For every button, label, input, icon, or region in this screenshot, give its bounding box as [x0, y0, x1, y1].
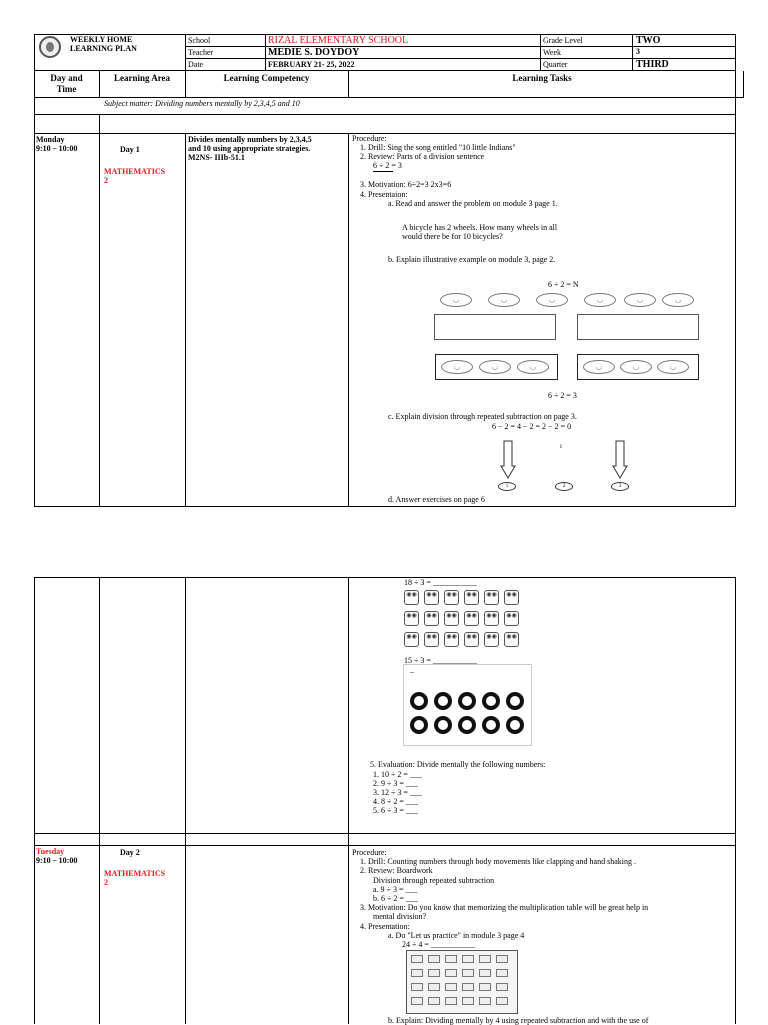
- owl-icon: [424, 590, 439, 605]
- cup-icon: [445, 997, 457, 1005]
- competency-line-2: and 10 using appropriate strategies.: [188, 144, 311, 153]
- cup-icon: [445, 969, 457, 977]
- tuesday-task: 4. Presentation:: [360, 922, 410, 931]
- owl-icon: [504, 632, 519, 647]
- smiley-face-icon: [624, 293, 656, 307]
- exercise-1: 18 ÷ 3 = ___________: [404, 578, 477, 587]
- tuesday-task: 2. Review: Boardwork: [360, 866, 433, 875]
- owl-icon: [464, 590, 479, 605]
- evaluation-item: 4. 8 ÷ 2 = ___: [373, 797, 418, 806]
- monday-task: b. Explain illustrative example on module 3, page 2.: [388, 255, 556, 264]
- tuesday-task: 1. Drill: Counting numbers through body movements like clapping and hand shaking .: [360, 857, 636, 866]
- smiley-face-icon: [583, 360, 615, 374]
- evaluation-item: 3. 12 ÷ 3 = ___: [373, 788, 422, 797]
- monday-task: 4. Presentaion:: [360, 190, 408, 199]
- owl-icon: [444, 590, 459, 605]
- monday-day-number: Day 1: [120, 145, 140, 154]
- owl-icon: [464, 611, 479, 626]
- col-day-time-1: Day and: [50, 73, 83, 83]
- cup-icon: [479, 997, 491, 1005]
- owl-icon: [444, 611, 459, 626]
- col-day-time-2: Time: [56, 84, 77, 94]
- exercise-2: 15 ÷ 3 = ___________: [404, 656, 477, 665]
- cup-icon: [428, 983, 440, 991]
- owl-icon: [504, 611, 519, 626]
- owl-icon: [484, 632, 499, 647]
- tuesday-task: a. Do "Let us practice" in module 3 page 4: [388, 931, 525, 940]
- lion-icon: [458, 692, 476, 712]
- lion-icon: [482, 692, 500, 712]
- school-label: School: [188, 36, 211, 45]
- competency-line-3: M2NS- IIIb-51.1: [188, 153, 245, 162]
- cup-icon: [411, 969, 423, 977]
- monday-day: Monday: [36, 135, 65, 144]
- monday-task: a. Read and answer the problem on module 3 page 1.: [388, 199, 558, 208]
- school-value: RIZAL ELEMENTARY SCHOOL: [268, 35, 409, 46]
- competency-line-1: Divides mentally numbers by 2,3,4,5: [188, 135, 312, 144]
- tuesday-task: Division through repeated subtraction: [373, 876, 495, 885]
- cup-icon: [479, 969, 491, 977]
- cup-icon: [496, 997, 508, 1005]
- smiley-face-icon: [657, 360, 689, 374]
- teacher-label: Teacher: [188, 48, 214, 57]
- grade-label: Grade Level: [543, 36, 583, 45]
- owl-icon: [404, 590, 419, 605]
- col-learning-competency: Learning Competency: [223, 73, 310, 83]
- cup-icon: [462, 983, 474, 991]
- date-label: Date: [188, 60, 204, 69]
- group-box: [434, 314, 556, 340]
- grade-value: TWO: [636, 35, 661, 46]
- smiley-face-icon: [536, 293, 568, 307]
- owl-icon: [504, 590, 519, 605]
- monday-task: would there be for 10 bicycles?: [402, 232, 503, 241]
- cup-icon: [462, 997, 474, 1005]
- count-oval: 2: [555, 482, 573, 491]
- tuesday-task: b. Explain: Dividing mentally by 4 using repeated subtraction and with the use of: [388, 1016, 649, 1025]
- evaluation-item: 5. 6 ÷ 3 = ___: [373, 806, 418, 815]
- repeated-subtraction: 6 − 2 = 4 − 2 = 2 − 2 = 0: [492, 422, 572, 431]
- subject-matter: Subject matter: Dividing numbers mentally by 2,3,4,5 and 10: [104, 99, 300, 108]
- tuesday-task: mental division?: [373, 912, 427, 921]
- lion-icon: [434, 692, 452, 712]
- monday-task: 6 ÷ 2 = 3: [373, 161, 402, 170]
- lion-icon: [506, 716, 524, 736]
- cup-icon: [428, 955, 440, 963]
- owl-icon: [404, 632, 419, 647]
- cup-icon: [496, 955, 508, 963]
- cup-icon: [496, 983, 508, 991]
- quarter-label: Quarter: [543, 60, 568, 69]
- col-learning-area: Learning Area: [113, 73, 171, 83]
- cup-icon: [411, 983, 423, 991]
- monday-procedure: Procedure:: [352, 134, 387, 143]
- tick-mark: ı: [560, 442, 562, 450]
- down-arrow-icon: [612, 440, 628, 480]
- smiley-face-icon: [620, 360, 652, 374]
- cup-icon: [479, 983, 491, 991]
- evaluation-item: 1. 10 ÷ 2 = ___: [373, 770, 422, 779]
- lion-icon: [434, 716, 452, 736]
- lion-icon: [482, 716, 500, 736]
- owl-icon: [424, 611, 439, 626]
- monday-subject-grade: 2: [104, 176, 108, 185]
- tuesday-procedure: Procedure:: [352, 848, 387, 857]
- owl-icon: [484, 611, 499, 626]
- cup-icon: [428, 969, 440, 977]
- equation-answer: 6 ÷ 2 = 3: [548, 391, 577, 400]
- week-label: Week: [543, 48, 562, 57]
- lion-icon: [458, 716, 476, 736]
- col-learning-tasks: Learning Tasks: [512, 73, 572, 83]
- group-box: [577, 314, 699, 340]
- equation-n: 6 ÷ 2 = N: [548, 280, 579, 289]
- evaluation-title: 5. Evaluation: Divide mentally the following numbers:: [370, 760, 546, 769]
- smiley-face-icon: [479, 360, 511, 374]
- smiley-face-icon: [440, 293, 472, 307]
- owl-icon: [424, 632, 439, 647]
- tuesday-day: Tuesday: [36, 847, 65, 856]
- monday-task: 1. Drill: Sing the song entitled "10 little Indians": [360, 143, 516, 152]
- monday-task: A bicycle has 2 wheels. How many wheels in all: [402, 223, 558, 232]
- monday-task: 3. Motivation: 6÷2=3 2x3=6: [360, 180, 452, 189]
- down-arrow-icon: [500, 440, 516, 480]
- count-oval: 1: [498, 482, 516, 491]
- cup-icon: [411, 955, 423, 963]
- cup-icon: [462, 955, 474, 963]
- owl-icon: [484, 590, 499, 605]
- evaluation-item: 2. 9 ÷ 3 = ___: [373, 779, 418, 788]
- count-oval: 3: [611, 482, 629, 491]
- smiley-face-icon: [662, 293, 694, 307]
- cup-icon: [428, 997, 440, 1005]
- smiley-face-icon: [441, 360, 473, 374]
- date-value: FEBRUARY 21- 25, 2022: [268, 60, 355, 69]
- tuesday-time: 9:10 – 10:00: [36, 856, 78, 865]
- dash-mark: –: [410, 667, 414, 676]
- smiley-face-icon: [517, 360, 549, 374]
- monday-task: d. Answer exercises on page 6: [388, 495, 485, 504]
- monday-subject: MATHEMATICS: [104, 167, 166, 176]
- tuesday-task: b. 6 ÷ 2 = ___: [373, 894, 418, 903]
- plan-title-2: LEARNING PLAN: [70, 44, 137, 53]
- cup-icon: [411, 997, 423, 1005]
- monday-time: 9:10 – 10:00: [36, 144, 78, 153]
- quarter-value: THIRD: [636, 59, 669, 70]
- monday-task: 2. Review: Parts of a division sentence: [360, 152, 485, 161]
- lion-icon: [506, 692, 524, 712]
- tuesday-subject: MATHEMATICS: [104, 869, 166, 878]
- tuesday-task: a. 9 ÷ 3 = ___: [373, 885, 418, 894]
- lion-icon: [410, 692, 428, 712]
- tuesday-subject-grade: 2: [104, 878, 108, 887]
- owl-icon: [464, 632, 479, 647]
- cup-icon: [462, 969, 474, 977]
- owl-icon: [404, 611, 419, 626]
- tuesday-task: 3. Motivation: Do you know that memorizing the multiplication table will be great help in: [360, 903, 649, 912]
- tuesday-day-number: Day 2: [120, 848, 140, 857]
- cup-icon: [479, 955, 491, 963]
- cup-icon: [445, 983, 457, 991]
- smiley-face-icon: [584, 293, 616, 307]
- plan-title-1: WEEKLY HOME: [70, 35, 133, 44]
- lion-icon: [410, 716, 428, 736]
- cup-icon: [496, 969, 508, 977]
- deped-seal-icon: [39, 36, 61, 58]
- teacher-value: MEDIE S. DOYDOY: [268, 47, 360, 58]
- smiley-face-icon: [488, 293, 520, 307]
- cup-icon: [445, 955, 457, 963]
- week-value: 3: [636, 47, 640, 56]
- monday-task: c. Explain division through repeated subtraction on page 3.: [388, 412, 577, 421]
- tuesday-task: 24 ÷ 4 = ___________: [402, 940, 475, 949]
- owl-icon: [444, 632, 459, 647]
